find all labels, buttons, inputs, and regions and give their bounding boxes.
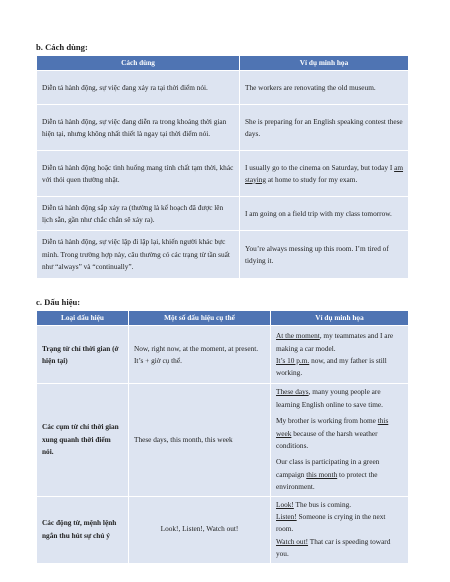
table-row [37, 231, 409, 279]
example-cell: I am going on a field trip with my class tomorrow. [240, 197, 409, 231]
example-line [276, 330, 403, 355]
column-header-specific-signs: Một số dấu hiệu cụ thể [129, 311, 271, 326]
example-line [276, 536, 403, 561]
example-line [276, 499, 403, 511]
usage-cell: Diễn tả hành động, sự việc lặp đi lặp lại, khiến người khác bực mình. Trong trường hợp này, câu thường có các trạng từ tần suất như “always” và “continually”. [37, 231, 240, 279]
signs-text: It’s + giờ cụ thể. [134, 355, 182, 365]
example-text: , my teammates and I are making a car model. [276, 331, 394, 353]
sign-type-cell: Trạng từ chỉ thời gian (ở hiện tại) [37, 326, 129, 384]
example-text: Someone is crying in the next room. [276, 512, 386, 534]
sign-type-cell: Các cụm từ chỉ thời gian xung quanh thời điểm nói. [37, 384, 129, 496]
table-row [37, 151, 409, 197]
example-cell: The workers are renovating the old museum. [240, 71, 409, 105]
usage-cell: Diễn tả hành động, sự việc đang xảy ra tại thời điểm nói. [37, 71, 240, 105]
example-line [276, 415, 403, 452]
table-row [37, 197, 409, 231]
table-row [37, 384, 409, 496]
example-text: I usually go to the cinema on Saturday, but today I [245, 162, 395, 172]
example-underlined-text: Look! [276, 499, 294, 509]
example-cell: You’re always messing up this room. I’m tired of tidying it. [240, 231, 409, 279]
specific-signs-cell: Look!, Listen!, Watch out! [129, 496, 271, 563]
table-row [37, 105, 409, 151]
example-line [276, 511, 403, 536]
specific-signs-cell [129, 326, 271, 384]
example-text: My brother is working from home [276, 416, 378, 426]
example-underlined-text: It’s 10 p.m. [276, 355, 310, 365]
table-row [37, 326, 409, 384]
section-b-heading: b. Cách dùng: [36, 42, 88, 52]
table-row [37, 496, 409, 563]
specific-signs-cell: These days, this month, this week [129, 384, 271, 496]
example-text: at home to study for my exam. [266, 174, 358, 184]
example-line [276, 386, 403, 411]
signs-table [36, 310, 409, 564]
example-text: now, and my father is still working. [276, 355, 387, 378]
column-header-sign-type: Loại dấu hiệu [37, 311, 129, 326]
example-underlined-text: this month [306, 469, 338, 479]
example-line [276, 456, 403, 493]
example-text: , many young people are learning English online to save time. [276, 387, 383, 409]
usage-cell: Diễn tả hành động, sự việc đang diễn ra trong khoảng thời gian hiện tại, nhưng không nhất thiết là ngay tại thời điểm nói. [37, 105, 240, 151]
example-text: The bus is coming. [293, 499, 352, 509]
sign-type-cell: Các động từ, mệnh lệnh ngắn thu hút sự chú ý [37, 496, 129, 563]
example-text: to protect the environment. [276, 469, 378, 492]
example-cell: She is preparing for an English speaking contest these days. [240, 105, 409, 151]
section-c-heading: c. Dấu hiệu: [36, 297, 81, 307]
example-cell [240, 151, 409, 197]
usage-cell: Diễn tả hành động hoặc tình huống mang tính chất tạm thời, khác với thói quen thường nhật. [37, 151, 240, 197]
example-text: That car is speeding toward you. [276, 536, 391, 559]
signs-table-header [37, 311, 409, 326]
example-underlined-text: At the moment [276, 331, 320, 341]
signs-text: Now, right now, at the moment, at present. [134, 343, 259, 353]
table-row [37, 71, 409, 105]
example-underlined-text: this week [276, 416, 389, 438]
example-underlined-text: These days [276, 387, 309, 397]
column-header-example: Ví dụ minh họa [240, 56, 409, 71]
example-cell [271, 496, 409, 563]
example-underlined-text: Watch out! [276, 536, 309, 546]
example-line [276, 355, 403, 380]
example-underlined-text: am staying [245, 162, 404, 184]
usage-table-header [37, 56, 409, 71]
column-header-usage: Cách dùng [37, 56, 240, 71]
usage-cell: Diễn tả hành động sắp xảy ra (thường là kế hoạch đã được lên lịch sẵn, gần như chắc chắn sẽ xảy ra). [37, 197, 240, 231]
example-text: Our class is participating in a green campaign [276, 457, 380, 479]
example-text: because of the harsh weather conditions. [276, 428, 378, 451]
column-header-example: Ví dụ minh họa [271, 311, 409, 326]
usage-table [36, 55, 409, 279]
example-cell [271, 326, 409, 384]
example-cell [271, 384, 409, 496]
example-underlined-text: Listen! [276, 512, 297, 522]
